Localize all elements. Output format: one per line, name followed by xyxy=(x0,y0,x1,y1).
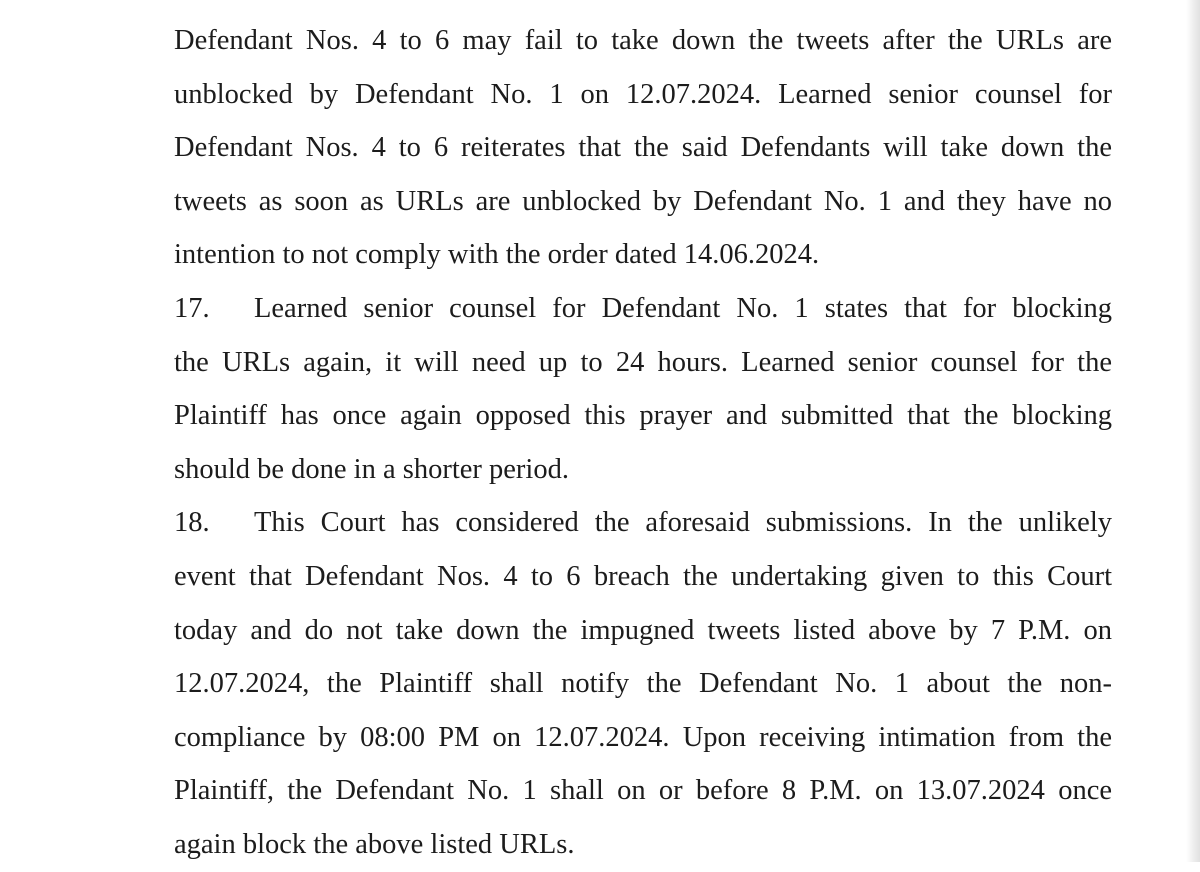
line-text: Plaintiff has once again opposed this prayer and submitted that the blocking xyxy=(174,400,1112,432)
text-line xyxy=(174,550,1112,604)
line-text: tweets as soon as URLs are unblocked by Defendant No. 1 and they have no xyxy=(174,185,1112,217)
text-line xyxy=(174,711,1112,765)
text-line xyxy=(174,818,1112,872)
line-text: compliance by 08:00 PM on 12.07.2024. Upon receiving intimation from the xyxy=(174,721,1112,753)
line-text: intention to not comply with the order dated 14.06.2024. xyxy=(174,239,820,271)
text-line xyxy=(174,121,1112,175)
text-line xyxy=(174,657,1112,711)
text-line xyxy=(174,14,1112,68)
text-line xyxy=(174,496,1112,550)
text-line xyxy=(174,175,1112,229)
line-text: Defendant Nos. 4 to 6 may fail to take down the tweets after the URLs are xyxy=(174,25,1112,56)
paragraph-number: 18. xyxy=(174,507,210,539)
line-text: Learned senior counsel for Defendant No. 1 states that for blocking xyxy=(254,292,1112,324)
text-line xyxy=(174,764,1112,818)
line-text: Plaintiff, the Defendant No. 1 shall on or before 8 P.M. on 13.07.2024 once xyxy=(174,775,1112,807)
line-text: This Court has considered the aforesaid submissions. In the unlikely xyxy=(254,507,1112,539)
line-text: again block the above listed URLs. xyxy=(174,828,575,860)
text-line xyxy=(174,336,1112,390)
line-text: Defendant Nos. 4 to 6 reiterates that the said Defendants will take down the xyxy=(174,132,1112,164)
line-text: event that Defendant Nos. 4 to 6 breach the undertaking given to this Court xyxy=(174,560,1112,592)
text-line xyxy=(174,282,1112,336)
line-text: should be done in a shorter period. xyxy=(174,453,569,485)
text-line xyxy=(174,443,1112,497)
line-text: 12.07.2024, the Plaintiff shall notify the Defendant No. 1 about the non- xyxy=(174,668,1112,700)
line-text: unblocked by Defendant No. 1 on 12.07.2024. Learned senior counsel for xyxy=(174,78,1112,110)
page-edge-shadow xyxy=(1186,0,1200,862)
text-line xyxy=(174,228,1112,282)
document-body xyxy=(174,14,1112,872)
text-line xyxy=(174,68,1112,122)
text-line xyxy=(174,389,1112,443)
text-line xyxy=(174,604,1112,658)
paragraph-number: 17. xyxy=(174,292,210,324)
line-text: today and do not take down the impugned tweets listed above by 7 P.M. on xyxy=(174,614,1112,646)
line-text: the URLs again, it will need up to 24 hours. Learned senior counsel for the xyxy=(174,346,1112,378)
